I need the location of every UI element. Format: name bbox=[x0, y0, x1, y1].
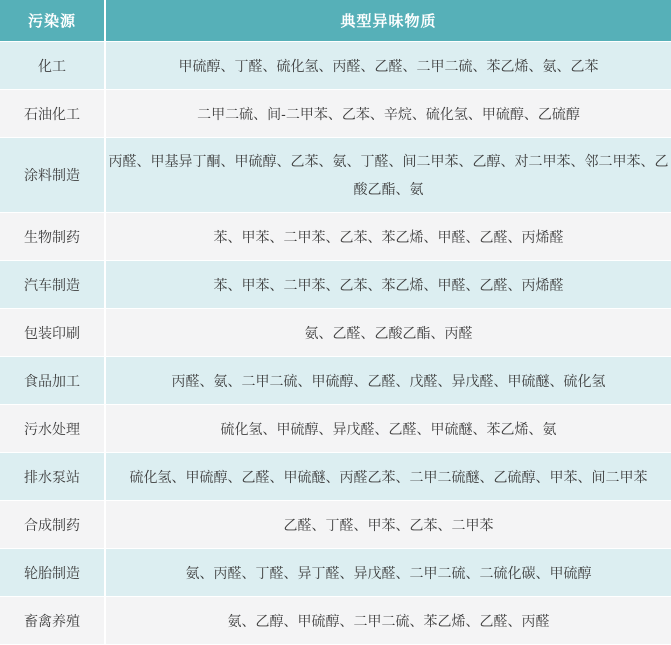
table-row bbox=[0, 309, 671, 357]
table-row bbox=[0, 453, 671, 501]
substances-cell: 苯、甲苯、二甲苯、乙苯、苯乙烯、甲醛、乙醛、丙烯醛 bbox=[213, 228, 564, 245]
substances-cell: 硫化氢、甲硫醇、异戊醛、乙醛、甲硫醚、苯乙烯、氨 bbox=[220, 420, 557, 437]
table-row bbox=[0, 549, 671, 597]
pollution-source-cell: 石油化工 bbox=[0, 90, 106, 137]
pollution-source-cell: 化工 bbox=[0, 42, 106, 89]
pollution-source-cell: 包装印刷 bbox=[0, 309, 106, 356]
pollution-source-cell: 食品加工 bbox=[0, 357, 106, 404]
substances-cell: 乙醛、丁醛、甲苯、乙苯、二甲苯 bbox=[283, 516, 494, 533]
pollution-source-cell: 畜禽养殖 bbox=[0, 597, 106, 644]
pollution-source-cell: 汽车制造 bbox=[0, 261, 106, 308]
header-pollution-source: 污染源 bbox=[0, 0, 106, 41]
table-row bbox=[0, 261, 671, 309]
table-row bbox=[0, 213, 671, 261]
pollution-source-cell: 排水泵站 bbox=[0, 453, 106, 500]
table-row bbox=[0, 501, 671, 549]
table-row bbox=[0, 90, 671, 138]
pollution-source-cell: 轮胎制造 bbox=[0, 549, 106, 596]
substances-cell: 甲硫醇、丁醛、硫化氢、丙醛、乙醛、二甲二硫、苯乙烯、氨、乙苯 bbox=[178, 57, 599, 74]
table-row bbox=[0, 138, 671, 213]
table-row bbox=[0, 405, 671, 453]
table-row bbox=[0, 357, 671, 405]
substances-cell: 苯、甲苯、二甲苯、乙苯、苯乙烯、甲醛、乙醛、丙烯醛 bbox=[213, 276, 564, 293]
substances-cell: 硫化氢、甲硫醇、乙醛、甲硫醚、丙醛乙苯、二甲二硫醚、乙硫醇、甲苯、间二甲苯 bbox=[129, 468, 648, 485]
pollution-source-cell: 涂料制造 bbox=[0, 138, 106, 212]
substances-cell: 氨、乙醇、甲硫醇、二甲二硫、苯乙烯、乙醛、丙醛 bbox=[227, 612, 550, 629]
table-body bbox=[0, 42, 671, 645]
substances-cell: 氨、丙醛、丁醛、异丁醛、异戊醛、二甲二硫、二硫化碳、甲硫醇 bbox=[185, 564, 592, 581]
pollution-source-cell: 生物制药 bbox=[0, 213, 106, 260]
pollution-source-cell: 合成制药 bbox=[0, 501, 106, 548]
substances-cell: 丙醛、甲基异丁酮、甲硫醇、乙苯、氨、丁醛、间二甲苯、乙醇、对二甲苯、邻二甲苯、乙酸乙酯、氨 bbox=[108, 153, 669, 197]
substances-cell: 二甲二硫、间-二甲苯、乙苯、辛烷、硫化氢、甲硫醇、乙硫醇 bbox=[197, 105, 580, 122]
header-typical-odor-substances: 典型异味物质 bbox=[340, 13, 437, 30]
table-row bbox=[0, 42, 671, 90]
table-header bbox=[0, 0, 671, 42]
pollution-source-cell: 污水处理 bbox=[0, 405, 106, 452]
table-row bbox=[0, 597, 671, 645]
substances-cell: 丙醛、氨、二甲二硫、甲硫醇、乙醛、戊醛、异戊醛、甲硫醚、硫化氢 bbox=[171, 372, 606, 389]
substances-cell: 氨、乙醛、乙酸乙酯、丙醛 bbox=[304, 324, 473, 341]
